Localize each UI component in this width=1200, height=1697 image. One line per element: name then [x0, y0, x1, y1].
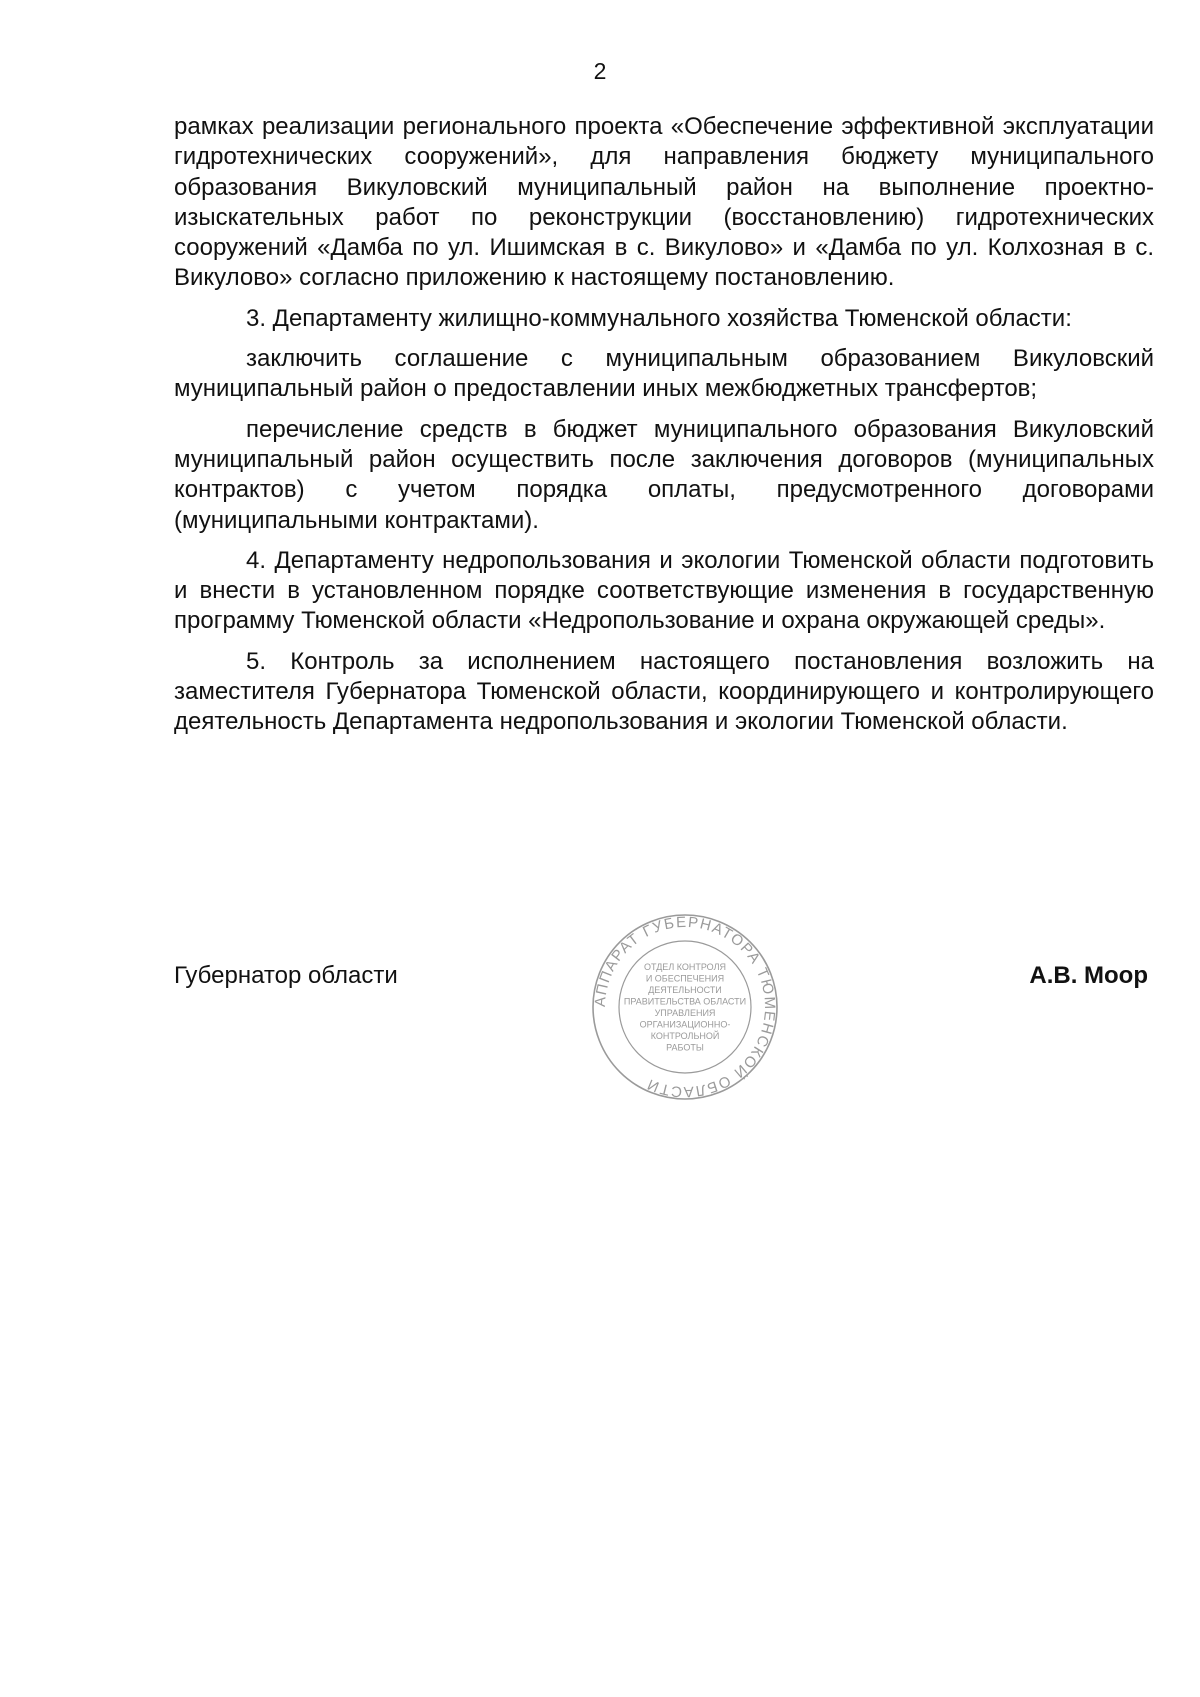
- seal-inner-line: УПРАВЛЕНИЯ: [654, 1008, 716, 1018]
- seal-outer-text: АППАРАТ ГУБЕРНАТОРА ТЮМЕНСКОЙ ОБЛАСТИ: [591, 913, 779, 1101]
- paragraph-item-5: 5. Контроль за исполнением настоящего постановления возложить на заместителя Губернатора Тюменской области, координирующего и контролирующего деятельность Департамента недропользования и экологии Тюменской области.: [174, 647, 1154, 736]
- seal-inner-line: КОНТРОЛЬНОЙ: [650, 1031, 720, 1041]
- document-body: [174, 112, 1154, 748]
- seal-inner-line: РАБОТЫ: [666, 1042, 704, 1053]
- official-seal-icon: [590, 912, 780, 1102]
- seal-inner-line: ДЕЯТЕЛЬНОСТИ: [648, 985, 722, 995]
- paragraph-agreement: заключить соглашение с муниципальным образованием Викуловский муниципальный район о предоставлении иных межбюджетных трансфертов;: [174, 345, 1154, 403]
- paragraph-transfer: перечисление средств в бюджет муниципального образования Викуловский муниципальный район осуществить после заключения договоров (муниципальных контрактов) с учетом порядка оплаты, предусмотренного договорами (муниципальными контрактами).: [174, 415, 1154, 534]
- paragraph-item-3: 3. Департаменту жилищно-коммунального хозяйства Тюменской области:: [246, 304, 1072, 332]
- seal-inner-line: ОРГАНИЗАЦИОННО-: [639, 1019, 731, 1030]
- seal-inner-line: И ОБЕСПЕЧЕНИЯ: [645, 973, 725, 984]
- signatory-title: Губернатор области: [174, 962, 398, 989]
- page-number: 2: [593, 58, 607, 84]
- signatory-name: А.В. Моор: [1029, 962, 1148, 989]
- paragraph-item-4: 4. Департаменту недропользования и экологии Тюменской области подготовить и внести в установленном порядке соответствующие изменения в государственную программу Тюменской области «Недропользование и охрана окружающей среды».: [174, 546, 1154, 635]
- seal-inner-line: ПРАВИТЕЛЬСТВА ОБЛАСТИ: [623, 996, 747, 1007]
- seal-inner-line: ОТДЕЛ КОНТРОЛЯ: [644, 962, 726, 972]
- seal-inner-ring: [619, 941, 751, 1073]
- paragraph-project-continuation: рамках реализации регионального проекта «Обеспечение эффективной эксплуатации гидротехнических сооружений», для направления бюджету муниципального образования Викуловский муниципальный район на выполнение проектно-изыскательных работ по реконструкции (восстановлению) гидротехнических сооружений «Дамба по ул. Ишимская в с. Викулово» и «Дамба по ул. Колхозная в с. Викулово» согласно приложению к настоящему постановлению.: [174, 113, 1154, 292]
